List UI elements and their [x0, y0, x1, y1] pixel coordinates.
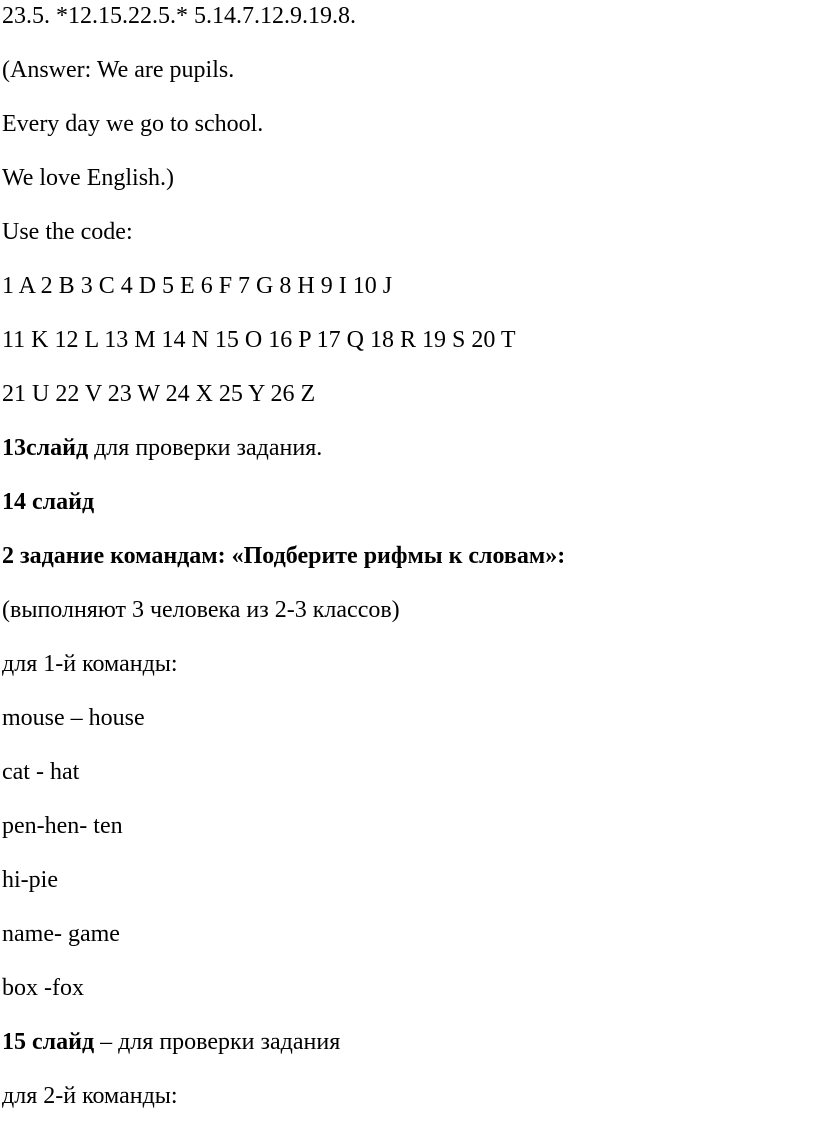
- slide-13-label: 13слайд: [2, 435, 89, 461]
- code-table-row-3: 21 U 22 V 23 W 24 X 25 Y 26 Z: [2, 381, 316, 407]
- answer-line-2: Every day we go to school.: [2, 111, 264, 137]
- task-2-note: (выполняют 3 человека из 2-3 классов): [2, 597, 400, 623]
- code-line-encoded: 23.5. *12.15.22.5.* 5.14.7.12.9.19.8.: [2, 3, 356, 29]
- slide-15-text: – для проверки задания: [94, 1029, 341, 1055]
- team-2-label: для 2-й команды:: [2, 1083, 178, 1109]
- slide-13-text: для проверки задания.: [88, 435, 323, 461]
- use-code-line: Use the code:: [2, 219, 133, 245]
- slide-15-label: 15 слайд: [2, 1029, 95, 1055]
- rhyme-item: hi-pie: [2, 867, 58, 893]
- slide-15-line: [2, 1028, 340, 1056]
- rhyme-item: box -fox: [2, 975, 84, 1001]
- rhyme-item: name- game: [2, 921, 120, 947]
- task-2-heading: 2 задание командам: «Подберите рифмы к словам»:: [2, 543, 566, 569]
- slide-14-heading: 14 слайд: [2, 489, 95, 515]
- rhyme-item: cat - hat: [2, 759, 80, 785]
- rhyme-item: mouse – house: [2, 705, 145, 731]
- code-table-row-1: 1 A 2 B 3 C 4 D 5 E 6 F 7 G 8 H 9 I 10 J: [2, 273, 393, 299]
- slide-13-line: [2, 434, 322, 462]
- rhyme-item: pen-hen- ten: [2, 813, 123, 839]
- answer-line-1: (Answer: We are pupils.: [2, 57, 235, 83]
- code-table-row-2: 11 K 12 L 13 M 14 N 15 O 16 P 17 Q 18 R 19 S 20 T: [2, 327, 516, 353]
- team-1-label: для 1-й команды:: [2, 651, 178, 677]
- answer-line-3: We love English.): [2, 165, 175, 191]
